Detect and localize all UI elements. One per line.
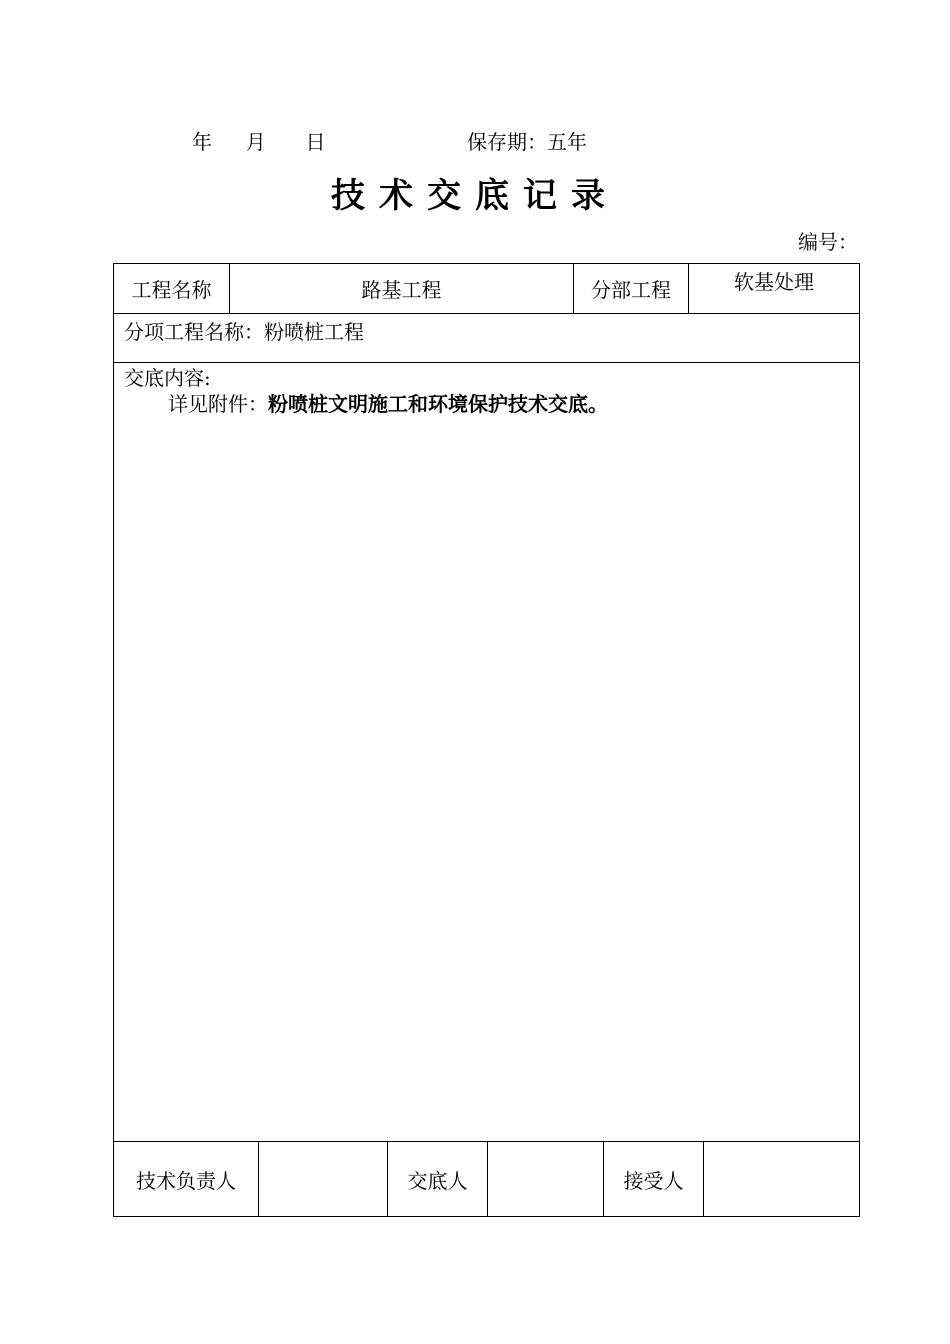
date-line [192,126,326,155]
day-label: 日 [305,130,327,154]
receiver-label: 接受人 [604,1142,704,1217]
tech-lead-label: 技术负责人 [114,1142,259,1217]
project-row [114,264,859,314]
project-name-value[interactable]: 路基工程 [230,264,574,313]
content-attachment: 粉喷桩文明施工和环境保护技术交底。 [268,392,608,416]
division-label: 分部工程 [574,264,689,313]
tech-lead-value[interactable] [259,1142,388,1217]
serial-number-label: 编号： [798,230,858,254]
disclosure-form [113,263,860,1217]
month-label: 月 [245,130,267,154]
content-prefix: 详见附件： [168,392,268,416]
signature-row [114,1142,859,1217]
year-label: 年 [192,130,213,154]
subitem-name[interactable]: 分项工程名称：粉喷桩工程 [124,320,364,344]
discloser-label: 交底人 [388,1142,488,1217]
discloser-value[interactable] [488,1142,604,1217]
division-value[interactable]: 软基处理 [734,270,814,294]
subitem-row [114,314,859,363]
retention-period: 保存期：五年 [467,130,587,154]
project-name-label: 工程名称 [114,264,230,313]
content-text [124,391,859,417]
content-area[interactable] [114,363,859,1141]
content-row [114,363,859,1142]
content-label: 交底内容: [124,366,211,390]
receiver-value[interactable] [704,1142,859,1217]
document-title: 技术交底记录 [331,176,619,216]
